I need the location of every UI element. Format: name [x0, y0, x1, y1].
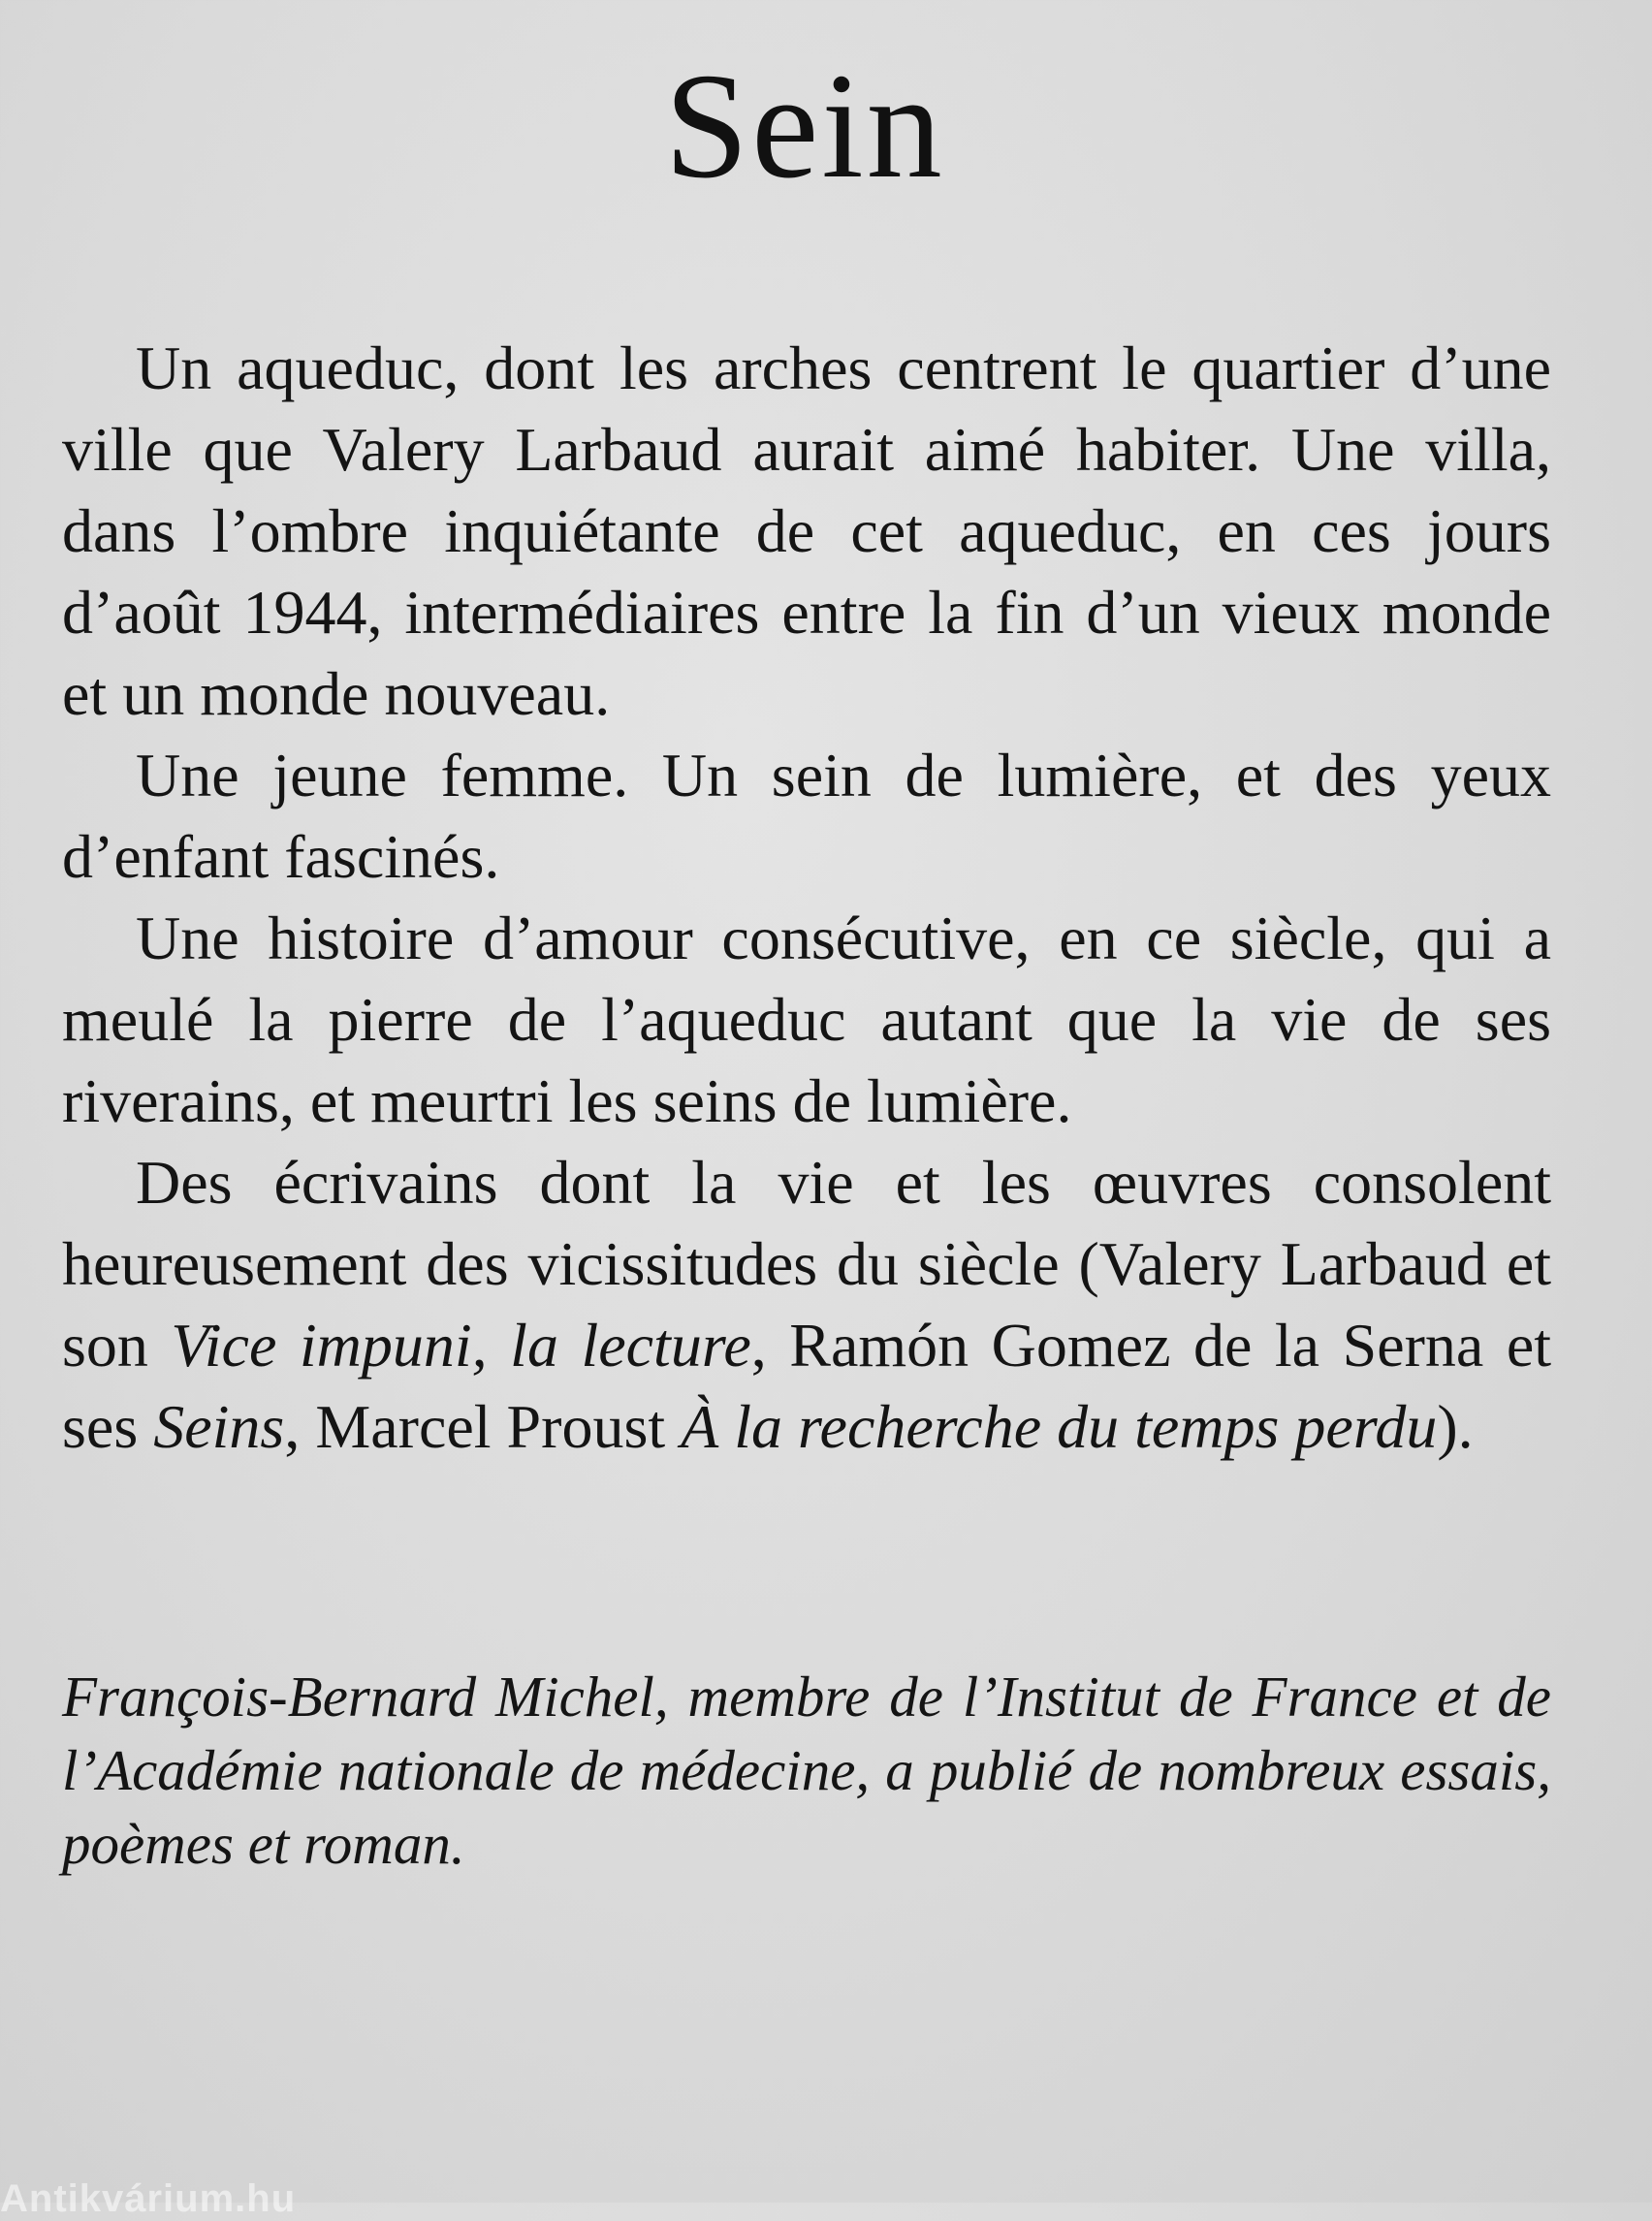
author-bio: François-Bernard Michel, membre de l’Institut de France et de l’Académie nationale de médecine, a publié de nombreux essais, poèmes et roman. — [62, 1665, 1551, 1876]
paragraph-4-text-4: ). — [1437, 1392, 1474, 1461]
paragraph-4-text-2: , Ramón Gomez de la Serna et ses — [62, 1311, 1552, 1461]
paragraph-2: Une jeune femme. Un sein de lumière, et des yeux d’enfant fascinés. — [62, 741, 1551, 891]
paragraph-3: Une histoire d’amour consécutive, en ce siècle, qui a meulé la pierre de l’aqueduc autant que la vie de ses riverains, et meurtri les seins de lumière. — [62, 904, 1551, 1135]
book-title-vice-impuni: Vice impuni, la lecture — [171, 1311, 751, 1380]
book-title-recherche: À la recherche du temps perdu — [681, 1392, 1438, 1461]
paragraph-4 — [62, 1142, 1551, 1468]
book-title-seins: Seins — [153, 1392, 285, 1461]
paragraph-4-text-3: , Marcel Proust — [284, 1392, 682, 1461]
watermark: Antikvárium.hu — [0, 2177, 297, 2220]
synopsis — [62, 328, 1551, 1468]
paragraph-1: Un aqueduc, dont les arches centrent le quartier d’une ville que Valery Larbaud aurait aimé habiter. Une villa, dans l’ombre inquiétante de cet aqueduc, en ces jours d’août 1944, intermédiaires entre la fin d’un vieux monde et un monde nouveau. — [62, 333, 1551, 728]
paragraph-4-text-1: Des écrivains dont la vie et les œuvres consolent heureusement des vicissitudes du siècle (Valery Larbaud et son — [62, 1148, 1551, 1380]
page-title: Sein — [664, 42, 945, 209]
